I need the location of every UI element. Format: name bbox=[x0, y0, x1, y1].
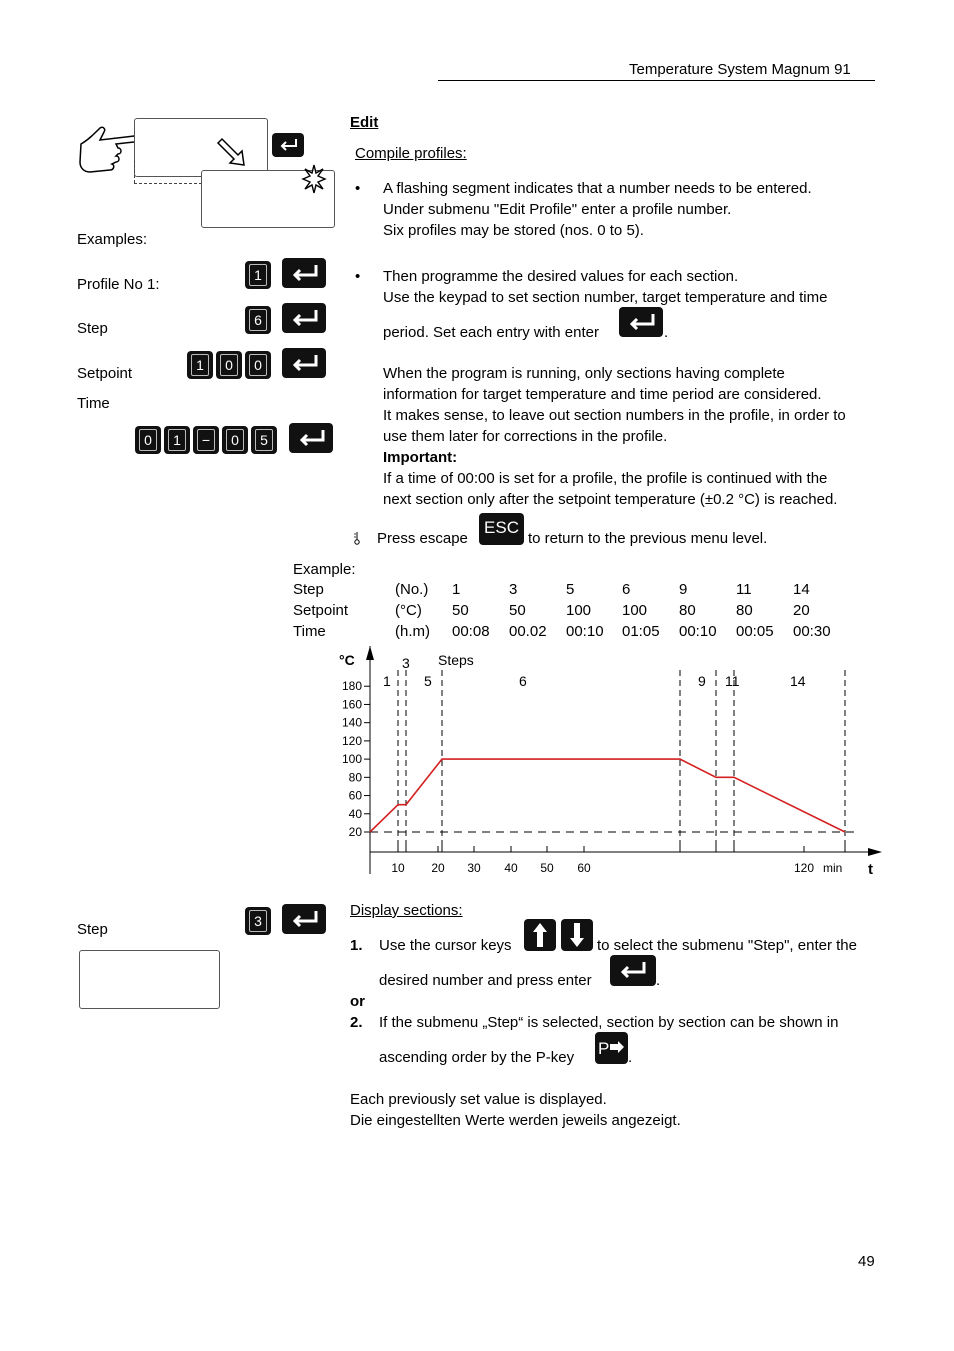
item1-text-c: desired number and press enter bbox=[379, 972, 592, 989]
x-tick-label: 20 bbox=[431, 861, 445, 875]
svg-text:P: P bbox=[598, 1039, 610, 1058]
temperature-profile-chart bbox=[330, 640, 890, 885]
table-cell: 00:10 bbox=[566, 623, 604, 640]
time-separator-key: − bbox=[193, 426, 219, 454]
display-dashed-line bbox=[134, 183, 202, 184]
step2-digit-key: 3 bbox=[245, 907, 271, 935]
enter-key bbox=[619, 307, 663, 337]
item2-period: . bbox=[628, 1049, 633, 1066]
header-title: Temperature System Magnum 91 bbox=[629, 61, 851, 78]
table-cell: 20 bbox=[793, 602, 810, 619]
enter-key bbox=[272, 133, 304, 157]
footer-line-2: Die eingestellten Werte werden jeweils angezeigt. bbox=[350, 1112, 681, 1129]
header-rule bbox=[438, 80, 875, 81]
time-digit-key: 5 bbox=[251, 426, 277, 454]
bullet1-text: A flashing segment indicates that a number needs to be entered. Under submenu "Edit Profile" enter a profile number. Six profiles may be stored (nos. 0 to 5). bbox=[383, 180, 812, 239]
bullet2-text: Then programme the desired values for each section. Use the keypad to set section number, target temperature and time bbox=[383, 268, 828, 306]
cursor-down-key bbox=[561, 919, 593, 951]
or-label: or bbox=[350, 993, 365, 1010]
bullet-dot: • bbox=[355, 180, 361, 197]
x-tick-label: 120 bbox=[793, 861, 815, 875]
x-tick-label: 60 bbox=[577, 861, 591, 875]
x-tick-label: 50 bbox=[540, 861, 554, 875]
display-frame-step bbox=[79, 950, 220, 1009]
y-axis-label: °C bbox=[339, 652, 355, 668]
table-cell: 80 bbox=[679, 602, 696, 619]
escape-text-before: Press escape bbox=[377, 530, 468, 547]
x-axis-label: t bbox=[868, 861, 873, 878]
item2-number: 2. bbox=[350, 1014, 363, 1031]
time-digit-key: 0 bbox=[135, 426, 161, 454]
table-cell: 50 bbox=[452, 602, 469, 619]
compile-profiles-heading: Compile profiles: bbox=[355, 145, 467, 162]
y-axis-arrow bbox=[366, 646, 374, 660]
table-row-unit: (°C) bbox=[395, 602, 422, 619]
table-cell: 9 bbox=[679, 581, 688, 598]
item1-number: 1. bbox=[350, 937, 363, 954]
step-marker-label: 6 bbox=[519, 673, 527, 689]
step-marker-label: 11 bbox=[725, 673, 740, 689]
y-tick-label: 160 bbox=[341, 697, 362, 712]
y-tick-label: 140 bbox=[341, 715, 362, 730]
enter-key bbox=[282, 904, 326, 934]
y-tick-label: 180 bbox=[341, 679, 362, 694]
page-number: 49 bbox=[858, 1253, 875, 1270]
table-cell: 00:10 bbox=[679, 623, 717, 640]
flash-star-icon bbox=[301, 163, 327, 195]
x-unit-label: min bbox=[823, 861, 843, 875]
table-cell: 100 bbox=[566, 602, 592, 619]
x-tick-label: 10 bbox=[391, 861, 405, 875]
step-marker-label: 1 bbox=[383, 673, 391, 689]
table-cell: 5 bbox=[566, 581, 575, 598]
y-tick-label: 40 bbox=[348, 806, 362, 821]
table-cell: 6 bbox=[622, 581, 631, 598]
table-cell: 14 bbox=[793, 581, 810, 598]
item2-text-b: ascending order by the P-key bbox=[379, 1049, 575, 1066]
profile-series-line bbox=[370, 759, 845, 832]
y-tick-label: 80 bbox=[348, 770, 362, 785]
bullet2-period: . bbox=[664, 324, 669, 341]
important-label: Important: bbox=[383, 449, 458, 466]
table-cell: 80 bbox=[736, 602, 753, 619]
step-marker-label: 3 bbox=[402, 655, 410, 671]
y-tick-label: 120 bbox=[341, 733, 362, 748]
table-row-unit: (h.m) bbox=[395, 623, 430, 640]
y-tick-label: 60 bbox=[348, 788, 362, 803]
time-digit-key: 0 bbox=[222, 426, 248, 454]
enter-key bbox=[282, 258, 326, 288]
table-cell: 00:05 bbox=[736, 623, 774, 640]
display-dashed-line-v bbox=[134, 160, 135, 183]
table-cell: 01:05 bbox=[622, 623, 660, 640]
enter-key bbox=[610, 955, 656, 986]
enter-key bbox=[282, 348, 326, 378]
item1-text-a: Use the cursor keys bbox=[379, 937, 512, 954]
edit-heading: Edit bbox=[350, 114, 379, 131]
examples-label: Examples: bbox=[77, 231, 148, 248]
y-tick-label: 100 bbox=[341, 752, 362, 767]
table-cell: 11 bbox=[736, 581, 752, 598]
example-label: Example: bbox=[293, 561, 356, 578]
profile-label: Profile No 1: bbox=[77, 276, 160, 293]
table-cell: 100 bbox=[622, 602, 648, 619]
step-label: Step bbox=[77, 320, 108, 337]
profile-digit-key: 1 bbox=[245, 261, 271, 289]
table-cell: 50 bbox=[509, 602, 526, 619]
bullet-dot: • bbox=[355, 268, 361, 285]
setpoint-digit-key: 0 bbox=[245, 351, 271, 379]
table-cell: 00:08 bbox=[452, 623, 490, 640]
cursor-up-key bbox=[524, 919, 556, 951]
step-marker-label: 14 bbox=[790, 673, 806, 689]
steps-label: Steps bbox=[438, 652, 474, 668]
time-digit-key: 1 bbox=[164, 426, 190, 454]
step2-label: Step bbox=[77, 921, 108, 938]
setpoint-digit-key: 1 bbox=[187, 351, 213, 379]
table-row-unit: (No.) bbox=[395, 581, 429, 598]
step-marker-label: 5 bbox=[424, 673, 432, 689]
footer-line-1: Each previously set value is displayed. bbox=[350, 1091, 607, 1108]
setpoint-label: Setpoint bbox=[77, 365, 133, 382]
item1-period: . bbox=[656, 972, 661, 989]
step-digit-key: 6 bbox=[245, 306, 271, 334]
x-tick-label: 30 bbox=[467, 861, 481, 875]
thermometer-icon bbox=[352, 531, 362, 545]
table-row-name: Time bbox=[293, 623, 326, 640]
escape-text-after: to return to the previous menu level. bbox=[528, 530, 768, 547]
enter-key bbox=[282, 303, 326, 333]
table-row-name: Step bbox=[293, 581, 324, 598]
table-row-name: Setpoint bbox=[293, 602, 349, 619]
x-tick-label: 40 bbox=[504, 861, 518, 875]
bullet2-enter-text: period. Set each entry with enter bbox=[383, 324, 599, 341]
running-text: When the program is running, only sections having complete information for target temperature and time period are considered. It makes sense, to leave out section numbers in the profile, in order to use them later for corrections in the profile. Important: If a time of 00:00 is set for a profile, the profile is continued with the next section only after the setpoint temperature (±0.2 °C) is reached. bbox=[383, 365, 846, 508]
esc-key: ESC bbox=[479, 513, 524, 545]
display-sections-heading: Display sections: bbox=[350, 902, 463, 919]
step-marker-label: 9 bbox=[698, 673, 706, 689]
item2-text-a: If the submenu „Step“ is selected, section by section can be shown in bbox=[379, 1014, 839, 1031]
item1-text-b: to select the submenu "Step", enter the bbox=[597, 937, 857, 954]
p-key bbox=[595, 1032, 628, 1064]
setpoint-digit-key: 0 bbox=[216, 351, 242, 379]
table-cell: 3 bbox=[509, 581, 518, 598]
y-tick-label: 20 bbox=[348, 825, 362, 839]
table-cell: 00.02 bbox=[509, 623, 547, 640]
enter-key bbox=[289, 423, 333, 453]
time-label: Time bbox=[77, 395, 110, 412]
arrow-down-right-icon bbox=[214, 135, 250, 171]
x-axis-arrow bbox=[868, 848, 882, 856]
table-cell: 00:30 bbox=[793, 623, 831, 640]
table-cell: 1 bbox=[452, 581, 461, 598]
